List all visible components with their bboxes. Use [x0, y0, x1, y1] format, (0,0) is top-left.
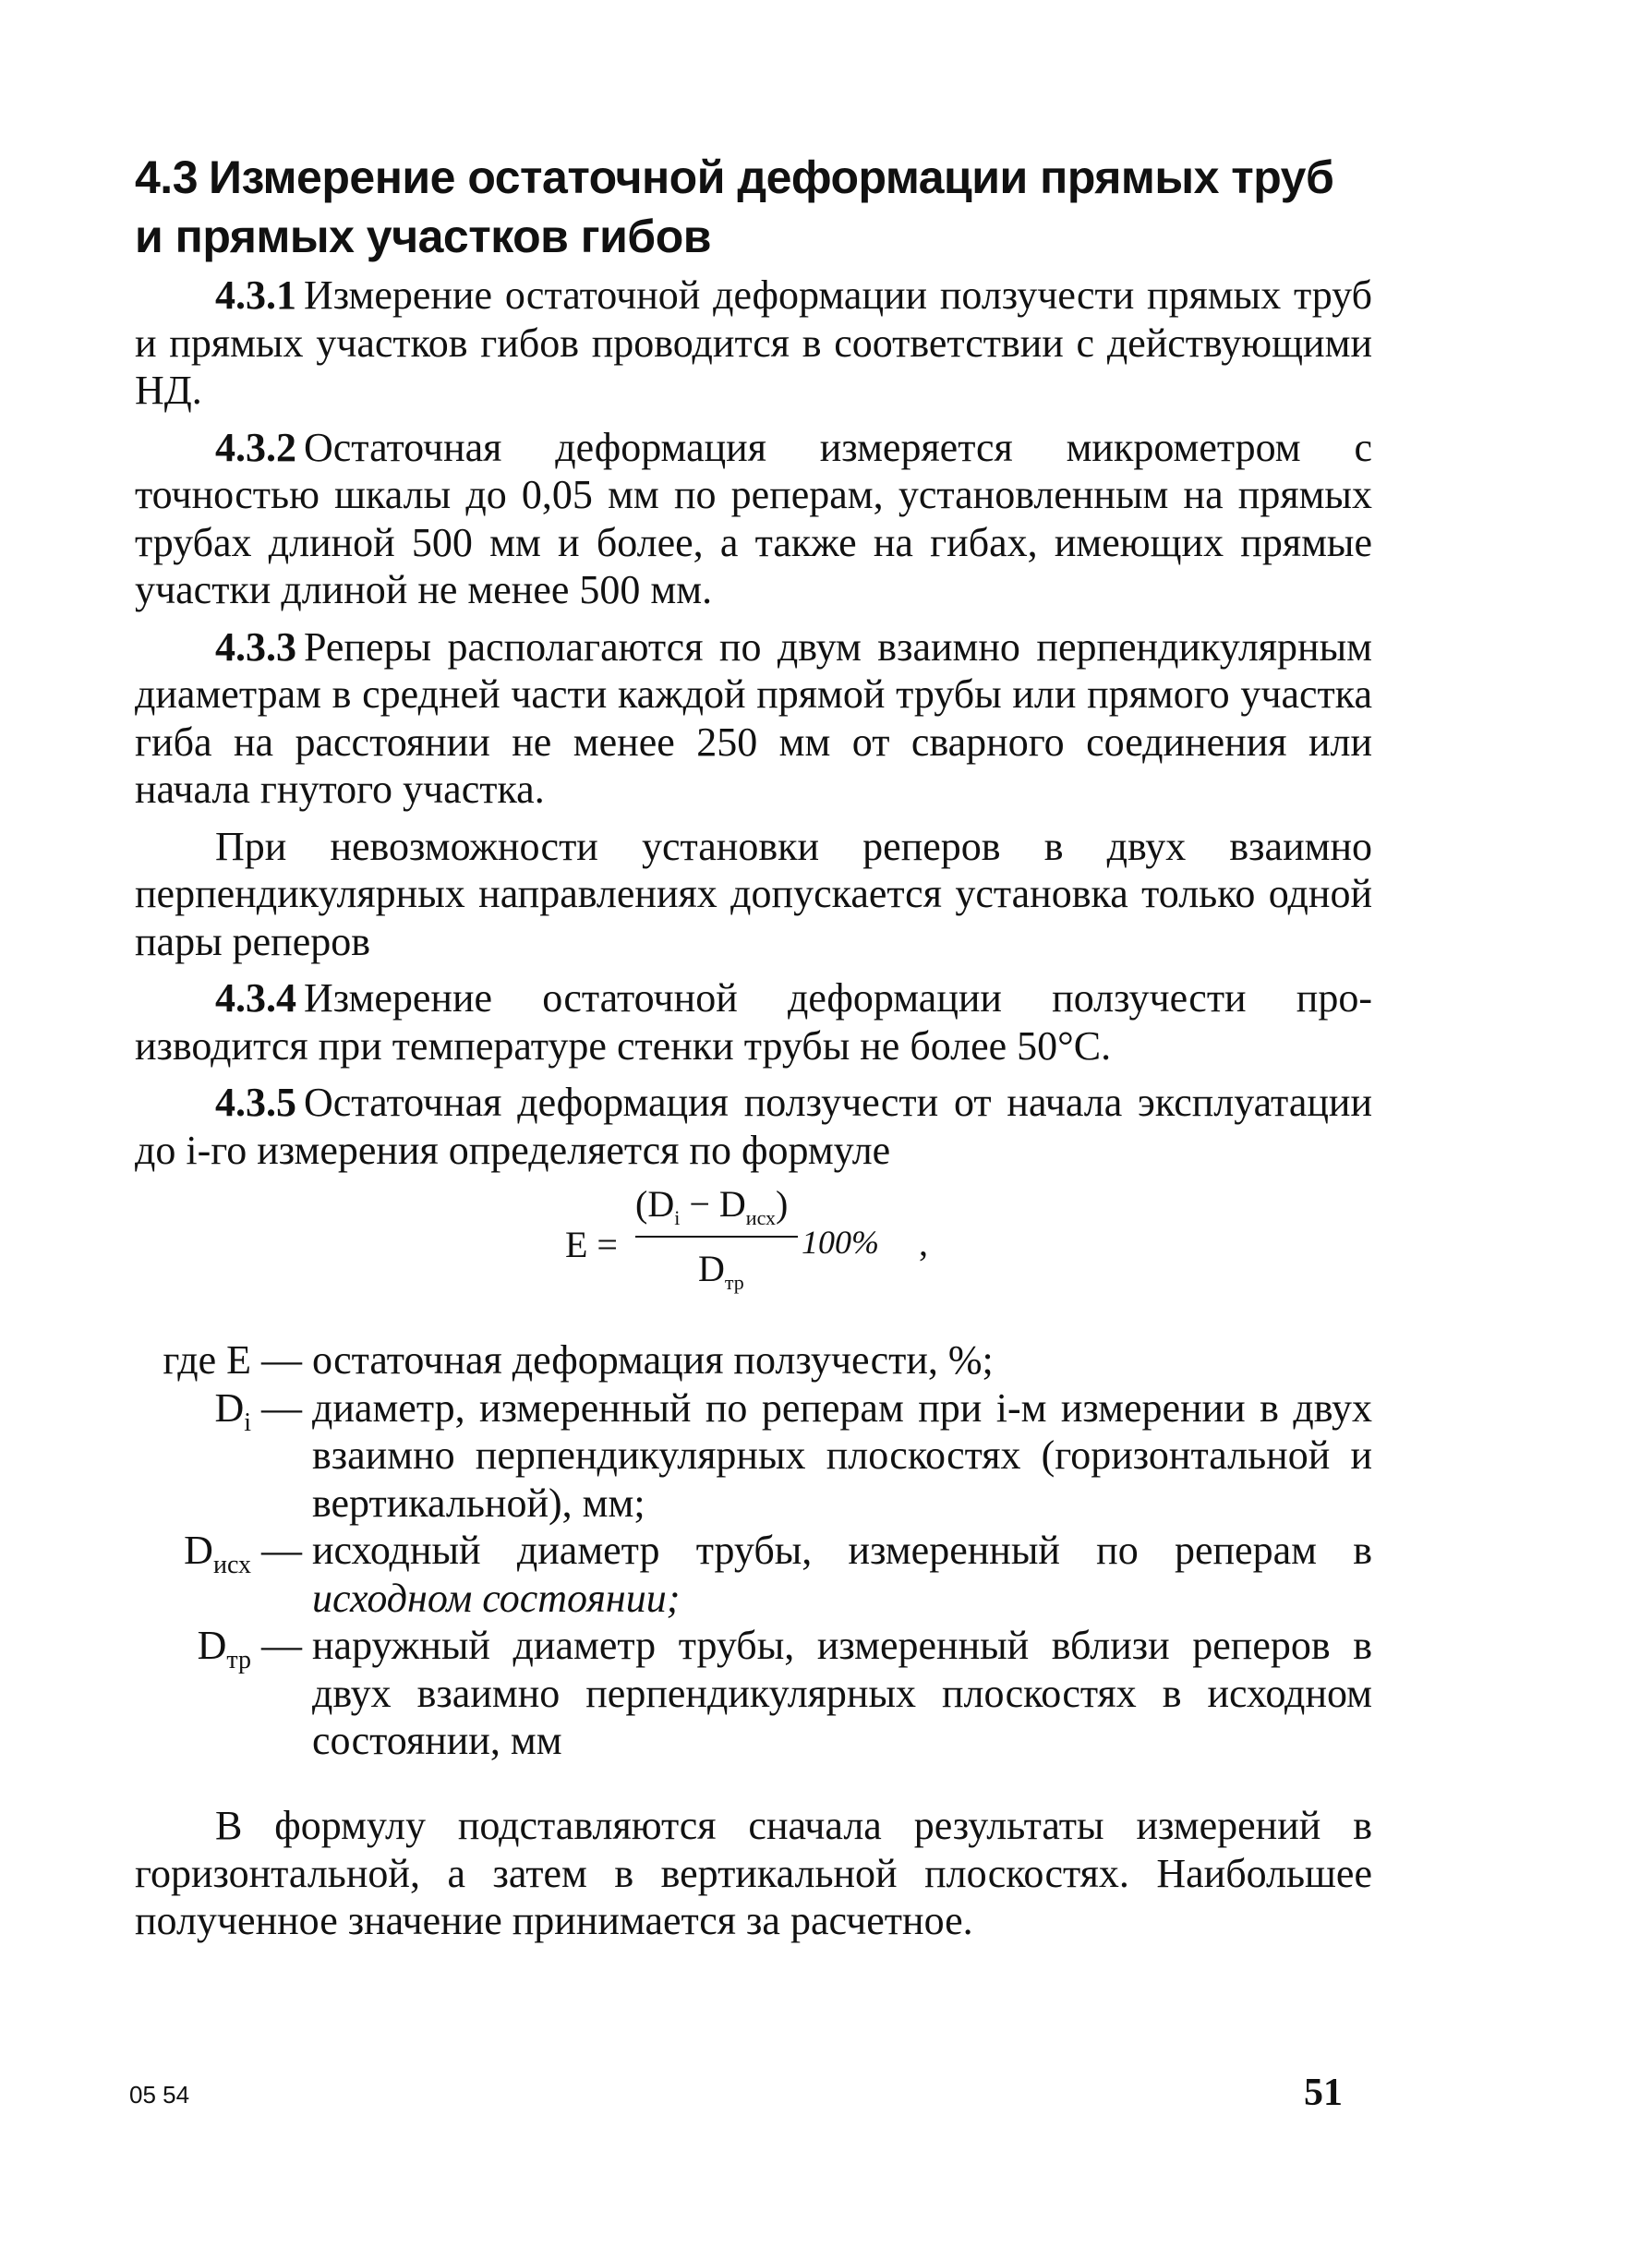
paragraph-number: 4.3.3 — [215, 623, 296, 670]
numerator-minus: − D — [680, 1183, 746, 1225]
formula-comma: , — [919, 1222, 928, 1263]
definition-dash: — — [261, 1337, 302, 1383]
closing-paragraph: В формулу подставляются сначала результаты измерений в горизонтальной, а затем в вертикальной плоскостях. Наибольшее полученное значение принимается за расчетное. — [135, 1803, 1372, 1943]
definition-text: наружный диаметр трубы, измеренный вблизи реперов в двух взаимно перпендикулярных плоскостях в исходном состоянии, мм — [312, 1623, 1372, 1763]
section-heading — [135, 148, 1372, 266]
definition-dtr — [135, 1622, 1372, 1765]
definition-term — [135, 1384, 251, 1446]
paragraph-number: 4.3.5 — [215, 1080, 296, 1125]
definition-term — [135, 1622, 251, 1684]
paragraph-4-3-2 — [135, 424, 1372, 614]
paragraph-4-3-3 — [135, 623, 1372, 814]
definition-dash: — — [261, 1384, 302, 1431]
denominator-d: D — [698, 1248, 725, 1289]
paragraph-text: При невозможности установки реперов в двух взаимно перпендикулярных направлениях допускается установка только одной пары реперов — [135, 823, 1372, 964]
numerator-sub-ish: исх — [745, 1206, 777, 1229]
formula-numerator — [635, 1182, 788, 1230]
formula-denominator — [698, 1247, 744, 1295]
numerator-close: ) — [776, 1183, 789, 1225]
definition-text: диаметр, измеренный по реперам при i-м измерении в двух взаимно перпендикулярных плоскостях (горизонтальной и вертикальной), мм; — [312, 1384, 1372, 1526]
paragraph-number: 4.3.1 — [215, 272, 296, 318]
section-title-line2: и прямых участков гибов — [135, 211, 711, 262]
definition-text-italic: исходном состоянии; — [312, 1575, 681, 1621]
definition-dish — [135, 1527, 1372, 1622]
paragraph-4-3-5 — [135, 1079, 1372, 1174]
definition-term — [135, 1336, 251, 1384]
definition-text-main: исходный диаметр трубы, измеренный по реперам в — [312, 1528, 1372, 1573]
formula-factor: 100% — [802, 1224, 879, 1261]
section-number: 4.3 — [135, 151, 199, 203]
footer-code: 05 54 — [129, 2081, 190, 2109]
fraction-bar — [635, 1236, 798, 1238]
definition-text: остаточная деформация ползучести, %; — [312, 1337, 994, 1383]
term-subscript: исх — [212, 1550, 251, 1579]
creep-deformation-formula — [517, 1182, 1071, 1321]
body-text — [135, 272, 1372, 1174]
definition-di — [135, 1384, 1372, 1528]
section-title-line1: Измерение остаточной деформации прямых труб — [209, 151, 1334, 203]
numerator-open: (D — [635, 1183, 675, 1225]
paragraph-text: Реперы располагаются по двум взаимно перпендикулярным диаметрам в средней части каждой прямой трубы или прямого участка гиба на расстоянии не менее 250 мм от сварного соединения или начала гнутого участка. — [135, 623, 1372, 812]
page-number: 51 — [1304, 2072, 1343, 2114]
term-label: D — [214, 1384, 245, 1431]
paragraph-text: Измерение остаточной деформации ползучести производится при температуре стенки трубы не более 50°С. — [135, 975, 1372, 1069]
numerator-sub-i: i — [674, 1206, 681, 1229]
definition-term — [135, 1527, 251, 1589]
definition-dash: — — [261, 1623, 302, 1668]
paragraph-4-3-4 — [135, 974, 1372, 1070]
paragraph-text: Измерение остаточной деформации ползучести прямых труб и прямых участков гибов проводится в соответствии с действующими НД. — [135, 272, 1372, 413]
term-subscript: i — [244, 1408, 251, 1437]
term-label: где E — [163, 1337, 251, 1383]
paragraph-text: Остаточная деформация измеряется микрометром с точностью шкалы до 0,05 мм по реперам, установленным на прямых трубах длиной 500 мм и более, а также на гибах, имеющих прямые участки длиной не менее 500 мм. — [135, 424, 1372, 612]
definition-e — [135, 1336, 1372, 1384]
paragraph-number: 4.3.4 — [215, 975, 296, 1021]
paragraph-continuation — [135, 823, 1372, 966]
definition-text — [312, 1527, 1372, 1622]
formula-lhs: E = — [565, 1224, 618, 1265]
term-label: D — [184, 1528, 213, 1573]
paragraph-text: Остаточная деформация ползучести от начала эксплуатации до i-го измерения определяется по формуле — [135, 1080, 1372, 1173]
denominator-sub: тр — [724, 1271, 744, 1294]
term-label: D — [197, 1623, 227, 1668]
formula-definitions — [135, 1336, 1372, 1765]
paragraph-number: 4.3.2 — [215, 424, 296, 470]
definition-dash: — — [261, 1528, 302, 1573]
term-subscript: тр — [226, 1645, 251, 1674]
paragraph-4-3-1 — [135, 272, 1372, 415]
